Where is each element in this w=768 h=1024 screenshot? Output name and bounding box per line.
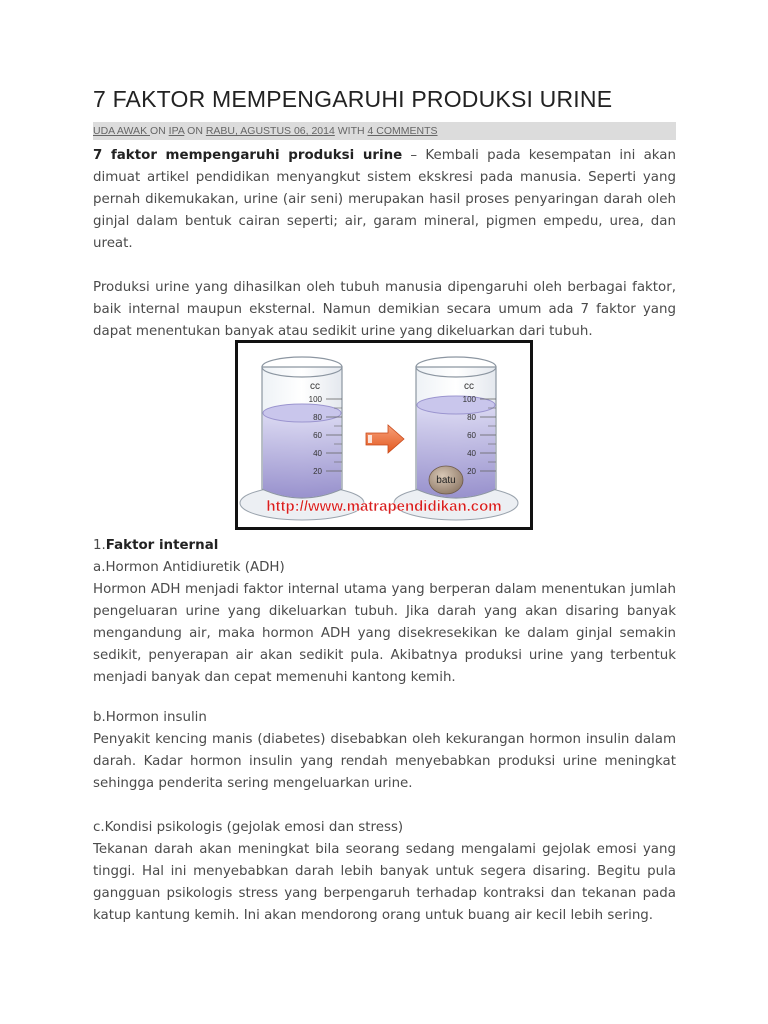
beaker-left-tick: 60: [313, 431, 322, 440]
section-title: Faktor internal: [105, 538, 219, 553]
section-number: 1.: [93, 538, 106, 553]
stone-label: batu: [436, 475, 456, 486]
beaker-right-tick: 20: [467, 467, 476, 476]
watermark-url: http://www.matrapendidikan.com: [266, 498, 502, 515]
section-internal-factors: [93, 535, 676, 689]
intro-keyword: 7 faktor mempengaruhi produksi urine: [93, 148, 403, 163]
beaker-right-tick: 40: [467, 449, 476, 458]
beaker-left-tick: 80: [313, 413, 322, 422]
beaker-right-tick: 100: [462, 395, 476, 404]
post-meta-bar: [93, 122, 676, 140]
section-heading: [93, 535, 676, 557]
arrow-icon: [366, 425, 404, 453]
beaker-illustration: [235, 340, 533, 530]
beaker-left-tick: 20: [313, 467, 322, 476]
subsection-c-title: c.Kondisi psikologis (gejolak emosi dan stress): [93, 820, 404, 835]
beaker-left-tick: 100: [308, 395, 322, 404]
beaker-left-unit: cc: [310, 381, 320, 392]
subsection-b: [93, 707, 676, 795]
subsection-a-text: Hormon ADH menjadi faktor internal utama yang berperan dalam menentukan jumlah pengeluaran urine yang dikeluarkan tubuh. Jika darah yang akan disaring banyak mengandung air, maka hormon ADH yang disekresekikan ke dalam ginjal semakin sedikit, penyerapan air akan sedikit pula. Akibatnya produksi urine yang terbentuk menjadi banyak dan cepat memenuhi kantong kemih.: [93, 582, 676, 685]
overview-paragraph: Produksi urine yang dihasilkan oleh tubuh manusia dipengaruhi oleh berbagai faktor, baik internal maupun eksternal. Namun demikian secara umum ada 7 faktor yang dapat menentukan banyak atau sedikit urine yang dikeluarkan dari tubuh.: [93, 280, 676, 339]
subsection-a-title: a.Hormon Antidiuretik (ADH): [93, 560, 285, 575]
meta-on-text: ON: [184, 125, 206, 137]
date-link[interactable]: RABU, AGUSTUS 06, 2014: [205, 125, 335, 137]
beaker-right-tick: 80: [467, 413, 476, 422]
intro-paragraph: [93, 145, 676, 255]
subsection-c: [93, 817, 676, 927]
beaker-right-unit: cc: [464, 381, 474, 392]
subsection-c-text: Tekanan darah akan meningkat bila seorang sedang mengalami gejolak emosi yang tinggi. Hal ini menyebabkan darah lebih banyak untuk segera disaring. Begitu pula gangguan psikologis stress yang berpengaruh terhadap kontraksi dan tekanan pada katup kantung kemih. Ini akan mendorong orang untuk buang air kecil lebih sering.: [93, 842, 676, 923]
beaker-left-graphic: [240, 357, 364, 520]
intro-text: – Kembali pada kesempatan ini akan dimuat artikel pendidikan menyangkut sistem ekskresi pada manusia. Seperti yang pernah dikemukakan, urine (air seni) merupakan hasil proses penyaringan darah oleh ginjal dalam bentuk cairan seperti; air, garam mineral, pigmen empedu, urea, dan ureat.: [93, 148, 676, 251]
meta-on-text: ON: [150, 125, 169, 137]
beaker-right-graphic: [394, 357, 518, 520]
beaker-left-tick: 40: [313, 449, 322, 458]
subsection-b-title: b.Hormon insulin: [93, 710, 207, 725]
meta-with-text: WITH: [334, 125, 368, 137]
category-link[interactable]: IPA: [168, 125, 185, 137]
article-title[interactable]: 7 FAKTOR MEMPENGARUHI PRODUKSI URINE: [93, 86, 613, 112]
subsection-b-text: Penyakit kencing manis (diabetes) disebabkan oleh kekurangan hormon insulin dalam darah. Kadar hormon insulin yang rendah menyebabkan produksi urine meningkat sehingga penderita sering mengeluarkan urine.: [93, 732, 676, 791]
comments-link[interactable]: 4 COMMENTS: [367, 125, 438, 137]
beaker-right-tick: 60: [467, 431, 476, 440]
author-link[interactable]: UDA AWAK: [93, 125, 150, 137]
